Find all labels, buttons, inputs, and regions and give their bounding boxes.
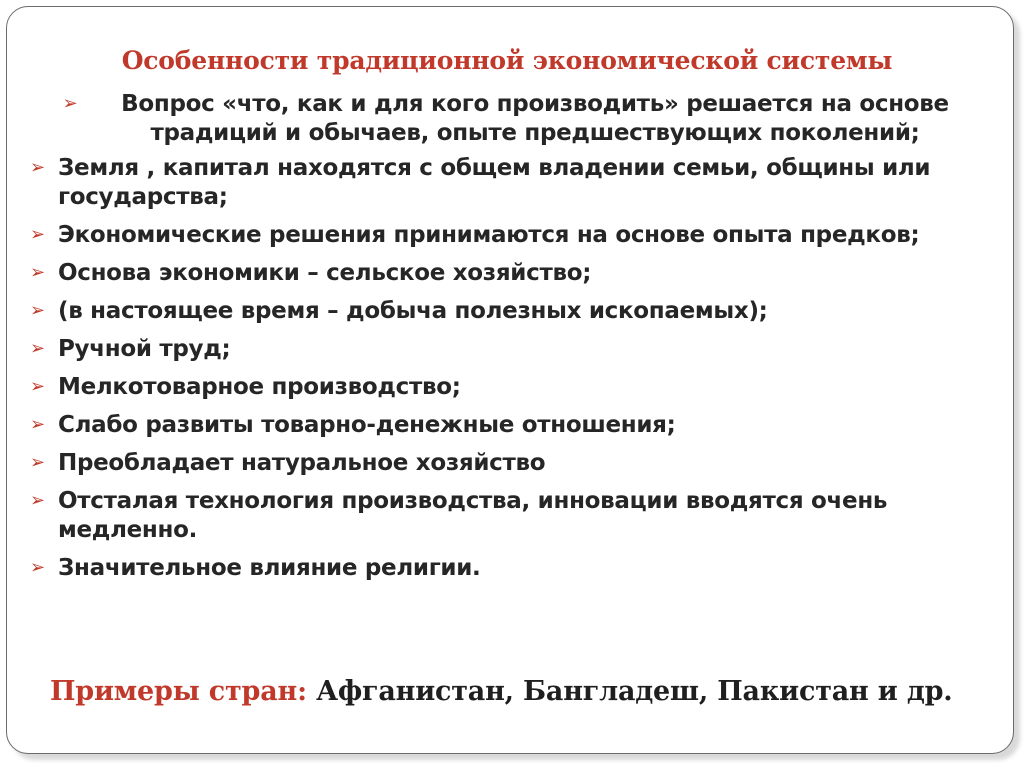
slide-title: Особенности традиционной экономической системы (121, 46, 893, 75)
arrow-bullet-icon: ➢ (30, 300, 45, 321)
arrow-bullet-icon: ➢ (30, 557, 45, 578)
list-item (30, 154, 1010, 212)
list-item (30, 335, 1010, 364)
list-item-text: Земля , капитал находятся с общем владении семьи, общины или государства; (58, 155, 931, 210)
list-item-text: (в настоящее время – добыча полезных ископаемых); (58, 298, 768, 324)
bullet-list (30, 90, 1010, 592)
list-item (30, 411, 1010, 440)
examples-line (50, 676, 953, 707)
list-item (30, 90, 980, 148)
list-item-text: Значительное влияние религии. (58, 555, 481, 581)
arrow-bullet-icon: ➢ (30, 414, 45, 435)
list-item-text: Вопрос «что, как и для кого производить» решается на основе традиций и обычаев, опыте предшествующих поколений; (121, 91, 949, 146)
arrow-bullet-icon: ➢ (30, 224, 45, 245)
list-item (30, 554, 1010, 583)
arrow-bullet-icon: ➢ (30, 452, 45, 473)
arrow-bullet-icon: ➢ (30, 262, 45, 283)
list-item (30, 259, 1010, 288)
arrow-bullet-icon: ➢ (30, 157, 45, 178)
list-item (30, 297, 1010, 326)
list-item-text: Отсталая технология производства, инновации вводятся очень медленно. (58, 488, 888, 543)
list-item-text: Ручной труд; (58, 336, 231, 362)
list-item (30, 373, 1010, 402)
examples-value: Афганистан, Бангладеш, Пакистан и др. (316, 676, 953, 707)
arrow-bullet-icon: ➢ (62, 93, 78, 114)
list-item-text: Мелкотоварное производство; (58, 374, 461, 400)
list-item (30, 449, 1010, 478)
list-item (30, 487, 1010, 545)
list-item-text: Преобладает натуральное хозяйство (58, 450, 546, 476)
arrow-bullet-icon: ➢ (30, 490, 45, 511)
list-item (30, 221, 1010, 250)
list-item-text: Основа экономики – сельское хозяйство; (58, 260, 592, 286)
arrow-bullet-icon: ➢ (30, 376, 45, 397)
list-item-text: Слабо развиты товарно-денежные отношения; (58, 412, 676, 438)
list-item-text: Экономические решения принимаются на основе опыта предков; (58, 222, 920, 248)
arrow-bullet-icon: ➢ (30, 338, 45, 359)
examples-label: Примеры стран: (50, 676, 307, 707)
